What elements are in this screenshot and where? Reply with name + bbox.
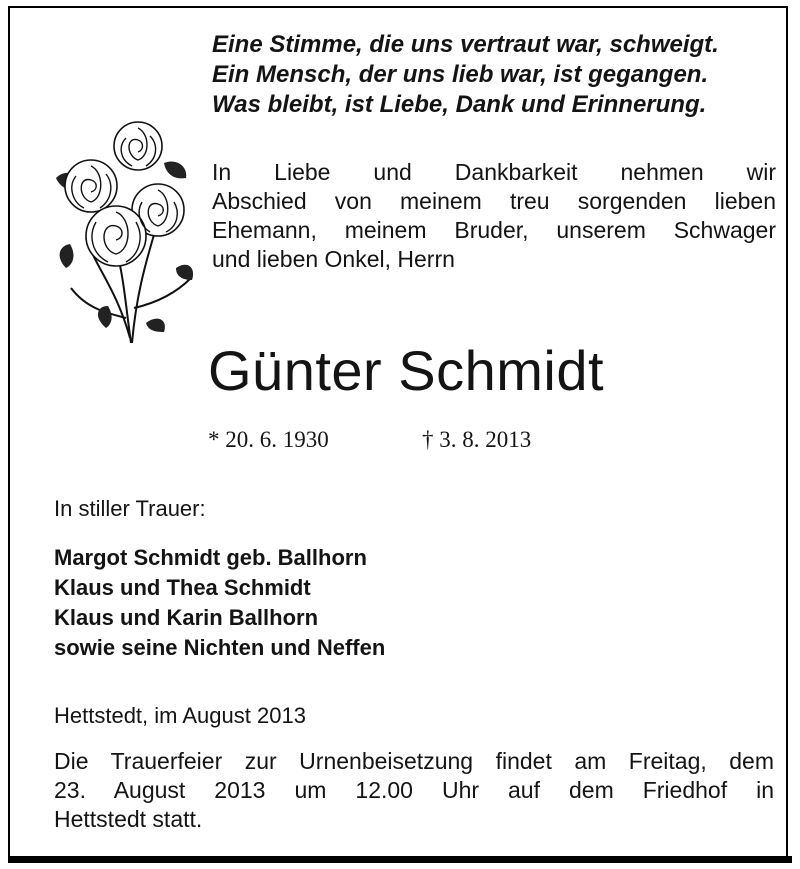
mourners-list xyxy=(54,543,385,663)
roses-illustration-icon xyxy=(46,118,196,343)
intro-line: In Liebe und Dankbarkeit nehmen wir xyxy=(212,159,776,185)
service-line: 23. August 2013 um 12.00 Uhr auf dem Friedhof in xyxy=(54,777,774,803)
birth-date: * 20. 6. 1930 xyxy=(208,427,329,452)
deceased-name: Günter Schmidt xyxy=(208,339,605,402)
motto xyxy=(212,30,719,120)
motto-line: Ein Mensch, der uns lieb war, ist gegangen. xyxy=(212,61,709,88)
death-date: † 3. 8. 2013 xyxy=(422,427,532,452)
mourner-line: Margot Schmidt geb. Ballhorn xyxy=(54,545,367,570)
place-date: Hettstedt, im August 2013 xyxy=(54,703,306,728)
service-info xyxy=(54,747,774,834)
mourner-line: sowie seine Nichten und Neffen xyxy=(54,635,386,660)
intro-text xyxy=(212,158,776,274)
intro-line: Abschied von meinem treu sorgenden lieben xyxy=(212,188,776,214)
mourner-line: Klaus und Thea Schmidt xyxy=(54,575,311,600)
intro-line: und lieben Onkel, Herrn xyxy=(212,246,455,272)
motto-line: Eine Stimme, die uns vertraut war, schweigt. xyxy=(212,31,719,58)
mourner-line: Klaus und Karin Ballhorn xyxy=(54,605,319,630)
mourning-label: In stiller Trauer: xyxy=(54,496,206,521)
service-line: Die Trauerfeier zur Urnenbeisetzung findet am Freitag, dem xyxy=(54,748,774,774)
intro-line: Ehemann, meinem Bruder, unserem Schwager xyxy=(212,217,776,243)
frame-bottom-edge xyxy=(8,856,792,863)
motto-line: Was bleibt, ist Liebe, Dank und Erinnerung. xyxy=(212,91,707,118)
service-line: Hettstedt statt. xyxy=(54,806,203,832)
